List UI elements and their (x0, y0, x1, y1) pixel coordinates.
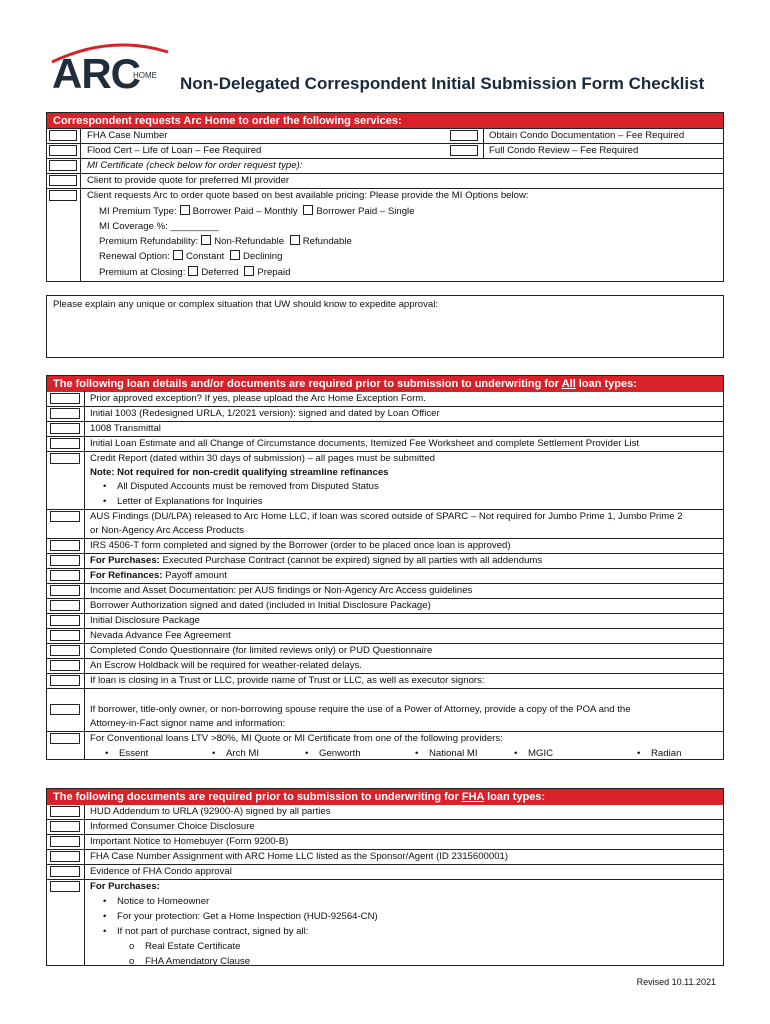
refundable: Refundable (302, 236, 352, 247)
service-client-quote: Client to provide quote for preferred MI provider (87, 175, 290, 186)
renewal-option-label: Renewal Option: (99, 251, 170, 262)
checkbox-borrower-paid-monthly[interactable] (180, 205, 190, 215)
checkbox-mi-certificate[interactable] (49, 160, 77, 171)
checkbox-all-loans-19[interactable] (50, 675, 80, 686)
sub-bullet-icon: o (129, 941, 135, 952)
checkbox-fha-0[interactable] (50, 806, 80, 817)
premium-refundability-row (99, 235, 352, 248)
checkbox-fha-2[interactable] (50, 836, 80, 847)
all-loans-item-lead-12: For Refinances: (90, 570, 163, 581)
checkbox-all-loans-18[interactable] (50, 660, 80, 671)
checkbox-all-loans-2[interactable] (50, 423, 80, 434)
services-header: Correspondent requests Arc Home to order the following services: (47, 113, 723, 129)
all-loans-item-18: An Escrow Holdback will be required for weather-related delays. (90, 660, 362, 671)
premium-at-closing-row (99, 266, 290, 279)
provider-radian: • Radian (651, 747, 681, 760)
service-arc-quote: Client requests Arc to order quote based on best available pricing: Please provide the MI Options below: (87, 190, 529, 201)
all-loans-item-6: • All Disputed Accounts must be removed from Disputed Status (117, 480, 379, 493)
checkbox-all-loans-11[interactable] (50, 555, 80, 566)
all-loans-item-text-11: Executed Purchase Contract (cannot be expired) signed by all parties with all addendums (159, 555, 543, 566)
fha-item-6: • Notice to Homeowner (117, 895, 209, 908)
page-title: Non-Delegated Correspondent Initial Submission Form Checklist (180, 74, 705, 93)
checkbox-condo-review[interactable] (450, 145, 478, 156)
fha-item-9: Real Estate Certificate o (129, 941, 241, 952)
all-loans-item-14: Borrower Authorization signed and dated (included in Initial Disclosure Package) (90, 600, 431, 611)
all-loans-section (46, 375, 724, 760)
fha-header: The following documents are required prior to submission to underwriting for FHA loan types: (47, 789, 723, 805)
prepaid: Prepaid (257, 267, 291, 278)
all-loans-item-16: Nevada Advance Fee Agreement (90, 630, 231, 641)
all-loans-item-13: Income and Asset Documentation: per AUS findings or Non-Agency Arc Access guidelines (90, 585, 473, 596)
all-loans-item-10: IRS 4506-T form completed and signed by the Borrower (order to be placed once loan is approved) (90, 540, 511, 551)
checkbox-all-loans-10[interactable] (50, 540, 80, 551)
checkbox-all-loans-8[interactable] (50, 511, 80, 522)
checkbox-all-loans-17[interactable] (50, 645, 80, 656)
borrower-paid-monthly: Borrower Paid – Monthly (192, 206, 298, 217)
constant: Constant (185, 251, 225, 262)
checkbox-constant[interactable] (173, 250, 183, 260)
all-loans-item-1: Initial 1003 (Redesigned URLA, 1/2021 version): signed and dated by Loan Officer (90, 408, 440, 419)
all-loans-item-8: AUS Findings (DU/LPA) released to Arc Home LLC, if loan was scored outside of SPARC – Not required for Jumbo Prime 1, Jumbo Prime 2 (90, 511, 683, 522)
all-loans-item-lead-11: For Purchases: (90, 555, 160, 566)
all-loans-item-9: or Non-Agency Arc Access Products (90, 525, 245, 536)
checkbox-fha-3[interactable] (50, 851, 80, 862)
all-loans-item-17: Completed Condo Questionnaire (for limited reviews only) or PUD Questionnaire (90, 645, 433, 656)
checkbox-borrower-paid-single[interactable] (303, 205, 313, 215)
service-mi-certificate: MI Certificate (check below for order request type): (87, 160, 303, 171)
provider-national-mi: • National MI (429, 747, 478, 760)
checkbox-declining[interactable] (230, 250, 240, 260)
checkbox-all-loans-12[interactable] (50, 570, 80, 581)
sub-bullet-icon: o (129, 956, 135, 967)
fha-item-10: FHA Amendatory Clause o (129, 956, 251, 967)
row-divider (47, 688, 723, 689)
checkbox-all-loans-15[interactable] (50, 615, 80, 626)
arc-logo: ARC (52, 50, 140, 97)
all-loans-item-7: • Letter of Explanations for Inquiries (117, 495, 263, 508)
checkbox-fha-4[interactable] (50, 866, 80, 877)
all-loans-item-15: Initial Disclosure Package (90, 615, 200, 626)
checkbox-all-loans-3[interactable] (50, 438, 80, 449)
checkbox-client-quote[interactable] (49, 175, 77, 186)
fha-item-7: • For your protection: Get a Home Inspection (HUD-92564-CN) (117, 910, 378, 923)
service-condo-docs: Obtain Condo Documentation – Fee Required (489, 130, 685, 141)
declining: Declining (243, 251, 283, 262)
mi-coverage-field[interactable]: MI Coverage %: _________ (99, 221, 219, 232)
checkbox-non-refundable[interactable] (201, 235, 211, 245)
all-loans-header: The following loan details and/or documents are required prior to submission to underwriting for All loan types: (47, 376, 723, 392)
checkbox-all-loans-0[interactable] (50, 393, 80, 404)
all-loans-item-22: For Conventional loans LTV >80%, MI Quote or MI Certificate from one of the following providers: (90, 733, 503, 744)
services-section (46, 112, 724, 282)
fha-item-0: HUD Addendum to URLA (92900-A) signed by all parties (90, 806, 331, 817)
mi-premium-type-row (99, 205, 415, 218)
provider-genworth: • Genworth (319, 747, 361, 760)
checkbox-arc-quote[interactable] (49, 190, 77, 201)
checkbox-all-loans-13[interactable] (50, 585, 80, 596)
checkbox-all-loans-4[interactable] (50, 453, 80, 464)
fha-item-4: Evidence of FHA Condo approval (90, 866, 232, 877)
checkbox-condo-docs[interactable] (450, 130, 478, 141)
explain-label: Please explain any unique or complex situation that UW should know to expedite approval: (53, 299, 439, 310)
checkbox-fha-1[interactable] (50, 821, 80, 832)
all-loans-item-2: 1008 Transmittal (90, 423, 161, 434)
checkbox-deferred[interactable] (188, 266, 198, 276)
all-loans-item-0: Prior approved exception? If yes, please upload the Arc Home Exception Form. (90, 393, 426, 404)
all-loans-item-3: Initial Loan Estimate and all Change of Circumstance documents, Itemized Fee Worksheet and complete Settlement Provider List (90, 438, 640, 449)
checkbox-all-loans-14[interactable] (50, 600, 80, 611)
fha-item-1: Informed Consumer Choice Disclosure (90, 821, 255, 832)
borrower-paid-single: Borrower Paid – Single (316, 206, 415, 217)
service-condo-review: Full Condo Review – Fee Required (489, 145, 639, 156)
mi-premium-type-label: MI Premium Type: (99, 206, 177, 217)
checkbox-prepaid[interactable] (244, 266, 254, 276)
all-loans-item-11 (90, 554, 542, 567)
checkbox-all-loans-20[interactable] (50, 704, 80, 715)
all-loans-item-5: Note: Not required for non-credit qualifying streamline refinances (90, 467, 389, 478)
premium-at-closing-label: Premium at Closing: (99, 267, 186, 278)
fha-item-5: For Purchases: (90, 881, 160, 892)
all-loans-item-text-12: Payoff amount (162, 570, 227, 581)
checkbox-fha-case-number[interactable] (49, 130, 77, 141)
fha-item-3: FHA Case Number Assignment with ARC Home LLC listed as the Sponsor/Agent (ID 2315600001) (90, 851, 509, 862)
fha-item-2: Important Notice to Homebuyer (Form 9200-B) (90, 836, 289, 847)
checkbox-all-loans-16[interactable] (50, 630, 80, 641)
renewal-option-row (99, 250, 282, 263)
provider-mgic: • MGIC (528, 747, 553, 760)
explain-box[interactable] (46, 295, 724, 358)
premium-refundability-label: Premium Refundability: (99, 236, 199, 247)
fha-section (46, 788, 724, 966)
all-loans-item-4: Credit Report (dated within 30 days of submission) – all pages must be submitted (90, 453, 436, 464)
revised-date: Revised 10.11.2021 (636, 977, 716, 987)
all-loans-item-20: If borrower, title-only owner, or non-borrowing spouse require the use of a Power of Attorney, provide a copy of the POA and the (90, 704, 631, 715)
service-fha-case-number: FHA Case Number (87, 130, 168, 141)
checkbox-all-loans-1[interactable] (50, 408, 80, 419)
provider-arch-mi: • Arch MI (226, 747, 259, 760)
checkbox-refundable[interactable] (290, 235, 300, 245)
deferred: Deferred (201, 267, 239, 278)
provider-essent: • Essent (119, 747, 148, 760)
checkbox-fha-5[interactable] (50, 881, 80, 892)
all-loans-item-12 (90, 569, 227, 582)
all-loans-item-21: Attorney-in-Fact signor name and information: (90, 718, 286, 729)
non-refundable: Non-Refundable (214, 236, 285, 247)
arc-logo-home: HOME (133, 71, 157, 80)
fha-item-8: • If not part of purchase contract, signed by all: (117, 925, 308, 938)
checkbox-flood-cert[interactable] (49, 145, 77, 156)
service-flood-cert: Flood Cert – Life of Loan – Fee Required (87, 145, 262, 156)
all-loans-item-19: If loan is closing in a Trust or LLC, provide name of Trust or LLC, as well as executor signors: (90, 675, 485, 686)
checkbox-all-loans-22[interactable] (50, 733, 80, 744)
